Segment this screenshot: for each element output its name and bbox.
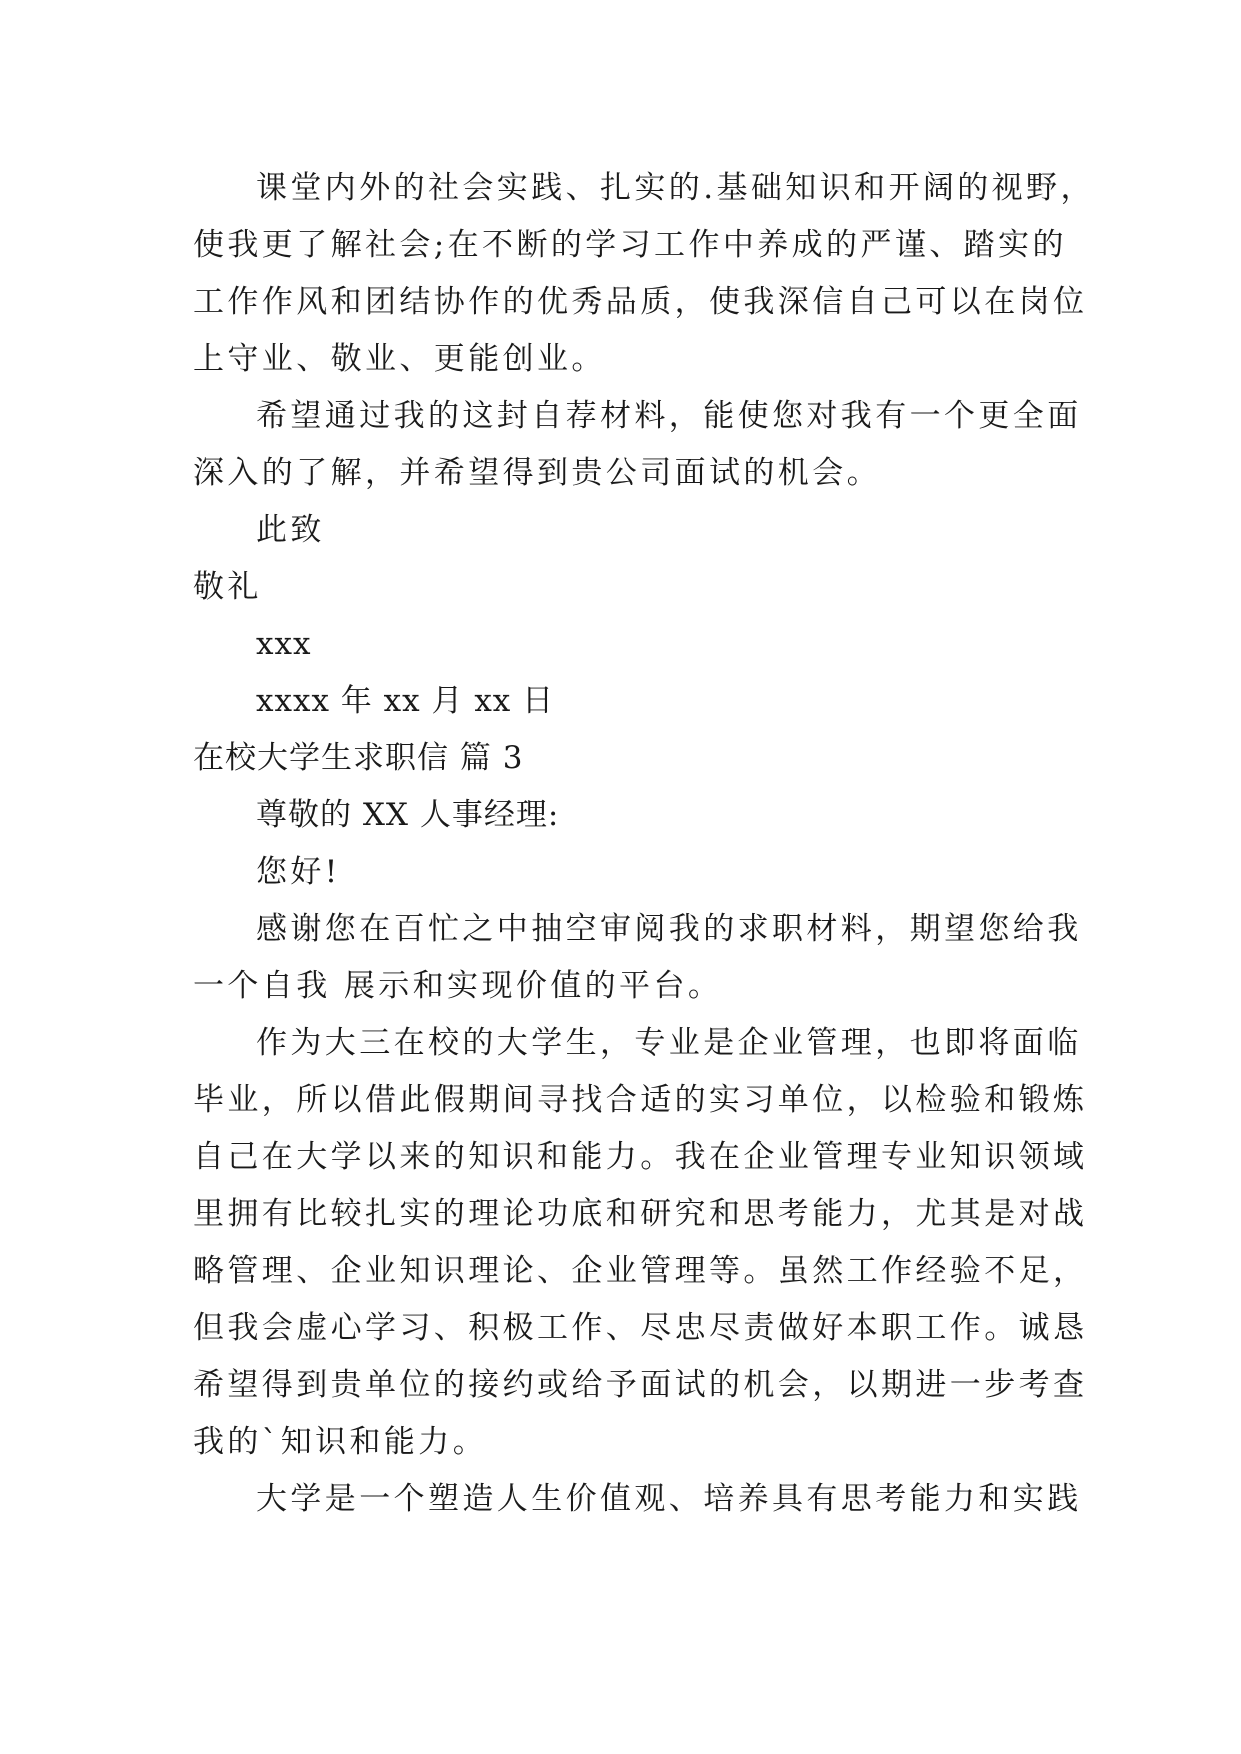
paragraph-line: 里拥有比较扎实的理论功底和研究和思考能力，尤其是对战	[193, 1196, 1088, 1232]
paragraph-line: 但我会虚心学习、积极工作、尽忠尽责做好本职工作。诚恳	[193, 1310, 1088, 1346]
date: xxxx 年 xx 月 xx 日	[256, 683, 555, 719]
signature: xxx	[256, 626, 312, 662]
section-title: 在校大学生求职信 篇 3	[193, 740, 524, 776]
paragraph-line: 大学是一个塑造人生价值观、培养具有思考能力和实践	[256, 1481, 1082, 1517]
paragraph-line: 深入的了解，并希望得到贵公司面试的机会。	[193, 455, 881, 491]
paragraph-line: 一个自我 展示和实现价值的平台。	[193, 968, 723, 1004]
paragraph-line: 自己在大学以来的知识和能力。我在企业管理专业知识领域	[193, 1139, 1088, 1175]
closing-regards: 敬礼	[193, 569, 262, 605]
closing-salutation: 此致	[256, 512, 325, 548]
paragraph-line: 希望通过我的这封自荐材料，能使您对我有一个更全面	[256, 398, 1082, 434]
paragraph-line: 略管理、企业知识理论、企业管理等。虽然工作经验不足，	[193, 1253, 1088, 1289]
paragraph-line: 使我更了解社会;在不断的学习工作中养成的严谨、踏实的	[193, 227, 1067, 263]
paragraph-line: 课堂内外的社会实践、扎实的.基础知识和开阔的视野，	[256, 170, 1095, 206]
paragraph-line: 上守业、敬业、更能创业。	[193, 341, 606, 377]
paragraph-line: 作为大三在校的大学生，专业是企业管理，也即将面临	[256, 1025, 1082, 1061]
hello: 您好!	[256, 854, 341, 890]
paragraph-line: 工作作风和团结协作的优秀品质，使我深信自己可以在岗位	[193, 284, 1088, 320]
greeting: 尊敬的 XX 人事经理:	[256, 797, 560, 833]
paragraph-line: 毕业，所以借此假期间寻找合适的实习单位，以检验和锻炼	[193, 1082, 1088, 1118]
paragraph-line: 希望得到贵单位的接约或给予面试的机会，以期进一步考查	[193, 1367, 1088, 1403]
paragraph-line: 我的`知识和能力。	[193, 1424, 488, 1460]
paragraph-line: 感谢您在百忙之中抽空审阅我的求职材料，期望您给我	[256, 911, 1082, 947]
